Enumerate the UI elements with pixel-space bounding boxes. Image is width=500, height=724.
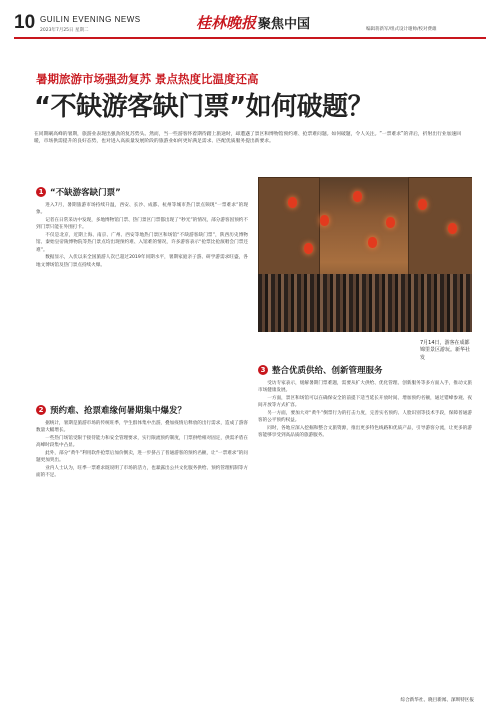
article-headline: “不缺游客缺门票”如何破题？: [34, 92, 374, 122]
section-heading: [36, 404, 248, 416]
paragraph: 一些热门场馆受限于接待能力和安全管理要求，实行限流预约制度，门票供给相对固定，供需矛盾在高峰时段集中凸显。: [36, 435, 248, 449]
section-number-badge: 3: [258, 365, 268, 375]
article-lead: 在同期刷高峰的暑期，旅游业表现出强劲的复苏势头。然而，当一些游客怀着期待踏上旅途时，却遭遇了景区和博物馆预约难、抢票难问题。如何破题，令人关注。“一票难求”的背后，折射出行业加速回暖，市场供需提升的良好态势，也对进入高质量发展阶段的旅游业如何更好满足需求、匹配优质服务提出新要求。: [34, 132, 462, 145]
paragraph: 另一方面，要加大对“黄牛”倒票行为的打击力度，完善实名预约、人脸识别等技术手段，保障普通游客的公平预约权益。: [258, 410, 472, 424]
paragraph: 一方面，景区和场馆可以在确保安全的前提下适当延长开放时间、增加预约名额，通过错峰参观、夜间开放等方式扩容。: [258, 395, 472, 409]
issue-date: 2023年7月25日 星期二: [40, 28, 89, 33]
photo-caption: 7月14日，游客在成都锦里景区游玩。新华社发: [420, 340, 471, 361]
section-body: [258, 380, 472, 440]
editor-credits: 编辑蒋新军/组式设计谢帅/校对费雄: [366, 27, 437, 32]
section-heading-text: 整合优质供给、创新管理服务: [272, 366, 383, 376]
section-body: [36, 202, 248, 269]
paragraph: 此外，部分“黄牛”利用软件抢票后加价倒卖，进一步挤占了普通游客的预约名额，让“一票难求”的问题更加突出。: [36, 450, 248, 464]
page-number: 10: [14, 12, 36, 33]
section-number-badge: 2: [36, 405, 46, 415]
paragraph: 不仅是北京，近期上海、南京、广州、西安等地热门景区和场馆“不缺游客缺门票”，陕西历史博物馆、秦始皇帝陵博物院等热门景点均出现预约难、入馆难的情况，许多游客表示“抢票比抢演唱会门票还难”。: [36, 232, 248, 253]
news-photo: [258, 177, 472, 332]
paragraph: 据统计，暑期是旅游市场的传统旺季，学生群体集中出游，叠加疫情后释放的出行需求，造成了游客数量大幅增长。: [36, 421, 248, 434]
paragraph: 记者在日常采访中发现，多地博物馆门票、热门景区门票都出现了“秒光”的情况，部分游客因预约不到门票只能在外围打卡。: [36, 217, 248, 231]
paragraph: 受访专家表示，缓解暑期门票难题，需要从扩大供给、优化管理、创新服务等多方面入手，推动文旅市场健康发展。: [258, 381, 472, 394]
paper-name: GUILIN EVENING NEWS: [40, 15, 141, 24]
article-deck: 暑期旅游市场强劲复苏 景点热度比温度还高: [36, 72, 259, 86]
section-2: [36, 404, 248, 480]
paragraph: 同时，各地应深入挖掘和整合文旅资源，推出更多特色线路和优质产品，引导游客分流，让更多的游客能够享受到高品质的旅游服务。: [258, 425, 472, 439]
section-heading: [36, 186, 248, 198]
paragraph: 数据显示，入伏以来全国旅游人次已超过2019年同期水平，暑期家庭亲子游、研学游需求旺盛，各地文博场馆及热门景点持续火爆。: [36, 255, 248, 268]
section-title: 聚焦中国: [258, 17, 311, 32]
section-heading-text: “不缺游客缺门票”: [50, 188, 121, 198]
section-heading-text: 预约难、抢票难缘何暑期集中爆发？: [50, 406, 187, 416]
paper-logo: 桂林晚报: [196, 14, 257, 32]
section-heading: [258, 364, 472, 376]
paragraph: 进入7月，暑期旅游市场持续升温，西安、长沙、成都、杭州等城市热门景点频现“一票难求”的现象。: [36, 203, 248, 216]
section-3: [258, 364, 472, 440]
article-byline: 综合新华社、晓目新闻、深圳特区报: [400, 698, 474, 703]
paragraph: 业内人士认为，旺季一票难求既说明了市场的活力，也暴露出公共文化服务供给、预约管理机制等方面的不足。: [36, 465, 248, 479]
section-1: [36, 186, 248, 269]
masthead-rule: [14, 37, 486, 39]
section-number-badge: 1: [36, 187, 46, 197]
section-body: [36, 420, 248, 480]
